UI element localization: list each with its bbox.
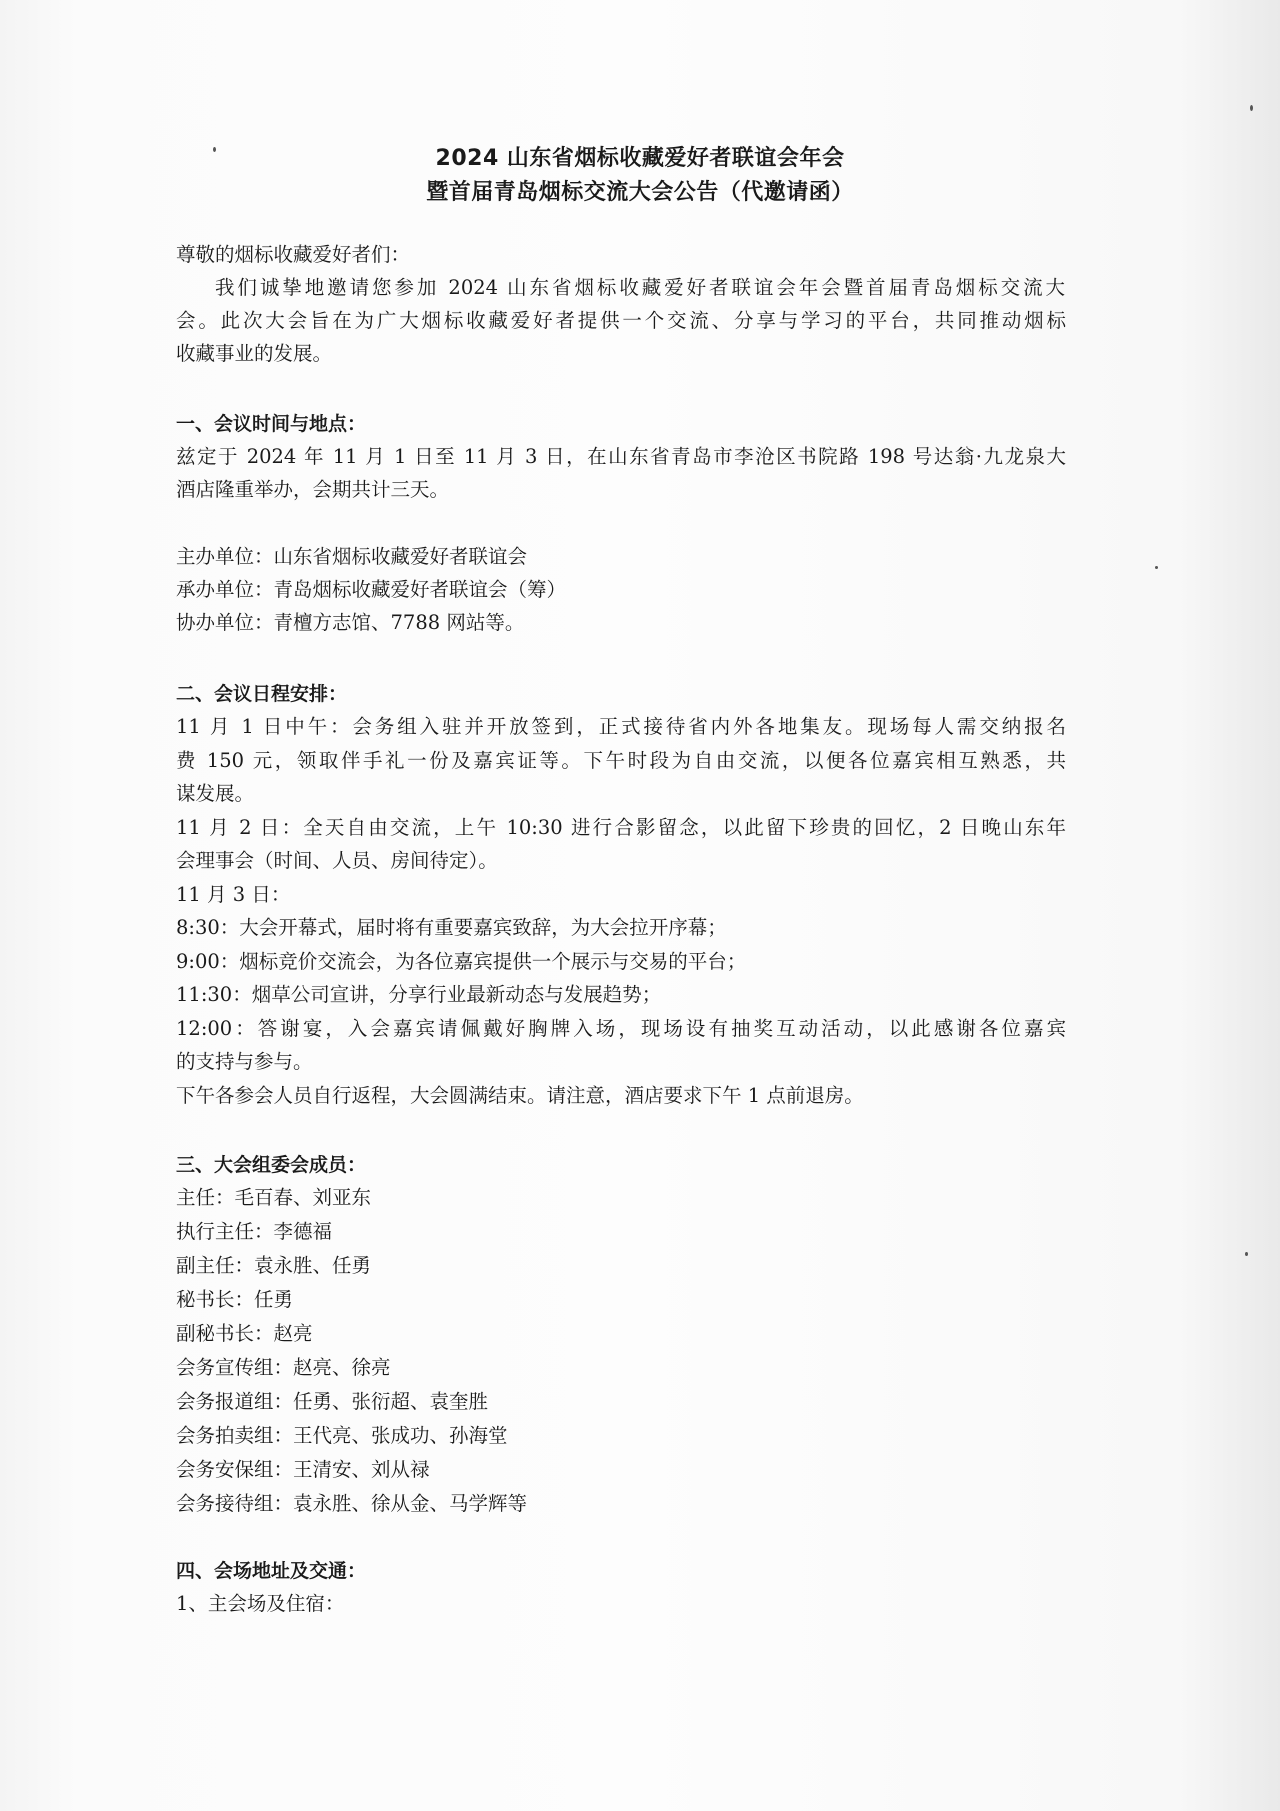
schedule-line: 谋发展。 [176, 782, 255, 805]
committee-line: 秘书长：任勇 [176, 1288, 294, 1311]
organizer-line: 主办单位：山东省烟标收藏爱好者联谊会 [176, 545, 528, 568]
committee-line: 副秘书长：赵亮 [176, 1322, 313, 1345]
document-title-line-1: 2024 山东省烟标收藏爱好者联谊会年会 [435, 146, 845, 171]
committee-line: 会务报道组：任勇、张衍超、袁奎胜 [176, 1390, 489, 1413]
committee-line: 主任：毛百春、刘亚东 [176, 1186, 372, 1209]
intro-line: 我们诚挚地邀请您参加 2024 山东省烟标收藏爱好者联谊会年会暨首届青岛烟标交流大 [215, 276, 1065, 299]
scan-speck [1245, 1252, 1248, 1256]
section-4-heading: 四、会场地址及交通： [176, 1560, 367, 1582]
schedule-line: 11:30：烟草公司宣讲，分享行业最新动态与发展趋势； [176, 983, 662, 1006]
schedule-line: 11 月 3 日： [176, 883, 291, 906]
schedule-line: 11 月 1 日中午：会务组入驻并开放签到，正式接待省内外各地集友。现场每人需交纳报名 [176, 715, 1066, 738]
intro-line: 收藏事业的发展。 [176, 342, 333, 365]
schedule-line: 12:00：答谢宴，入会嘉宾请佩戴好胸牌入场，现场设有抽奖互动活动，以此感谢各位嘉宾 [176, 1017, 1066, 1040]
organizer-line: 协办单位：青檀方志馆、7788 网站等。 [176, 611, 525, 634]
section-3-heading: 三、大会组委会成员： [176, 1154, 367, 1176]
organizer-line: 承办单位：青岛烟标收藏爱好者联谊会（筹） [176, 578, 567, 601]
schedule-line: 下午各参会人员自行返程，大会圆满结束。请注意，酒店要求下午 1 点前退房。 [176, 1084, 864, 1107]
committee-line: 会务接待组：袁永胜、徐从金、马学辉等 [176, 1492, 528, 1515]
section-2-heading: 二、会议日程安排： [176, 683, 348, 705]
venue-line: 1、主会场及住宿： [176, 1592, 345, 1615]
committee-line: 会务安保组：王清安、刘从禄 [176, 1458, 430, 1481]
document-title-line-2: 暨首届青岛烟标交流大会公告（代邀请函） [426, 180, 854, 205]
scan-speck [1155, 566, 1158, 569]
section-1-line: 兹定于 2024 年 11 月 1 日至 11 月 3 日，在山东省青岛市李沧区书院路 198 号达翁·九龙泉大 [176, 445, 1066, 468]
schedule-line: 8:30：大会开幕式，届时将有重要嘉宾致辞，为大会拉开序幕； [176, 916, 727, 939]
scan-speck [1250, 105, 1253, 111]
committee-line: 执行主任：李德福 [176, 1220, 333, 1243]
schedule-line: 9:00：烟标竞价交流会，为各位嘉宾提供一个展示与交易的平台； [176, 950, 747, 973]
schedule-line: 11 月 2 日：全天自由交流，上午 10:30 进行合影留念，以此留下珍贵的回忆，2 日晚山东年 [176, 816, 1066, 839]
schedule-line: 费 150 元，领取伴手礼一份及嘉宾证等。下午时段为自由交流，以便各位嘉宾相互熟悉，共 [176, 749, 1066, 772]
committee-line: 副主任：袁永胜、任勇 [176, 1254, 372, 1277]
greeting: 尊敬的烟标收藏爱好者们： [176, 243, 411, 266]
committee-line: 会务宣传组：赵亮、徐亮 [176, 1356, 391, 1379]
schedule-line: 的支持与参与。 [176, 1050, 313, 1073]
section-1-line: 酒店隆重举办，会期共计三天。 [176, 478, 450, 501]
intro-line: 会。此次大会旨在为广大烟标收藏爱好者提供一个交流、分享与学习的平台，共同推动烟标 [176, 309, 1066, 332]
section-1-heading: 一、会议时间与地点： [176, 413, 367, 435]
schedule-line: 会理事会（时间、人员、房间待定）。 [176, 849, 498, 872]
committee-line: 会务拍卖组：王代亮、张成功、孙海堂 [176, 1424, 508, 1447]
